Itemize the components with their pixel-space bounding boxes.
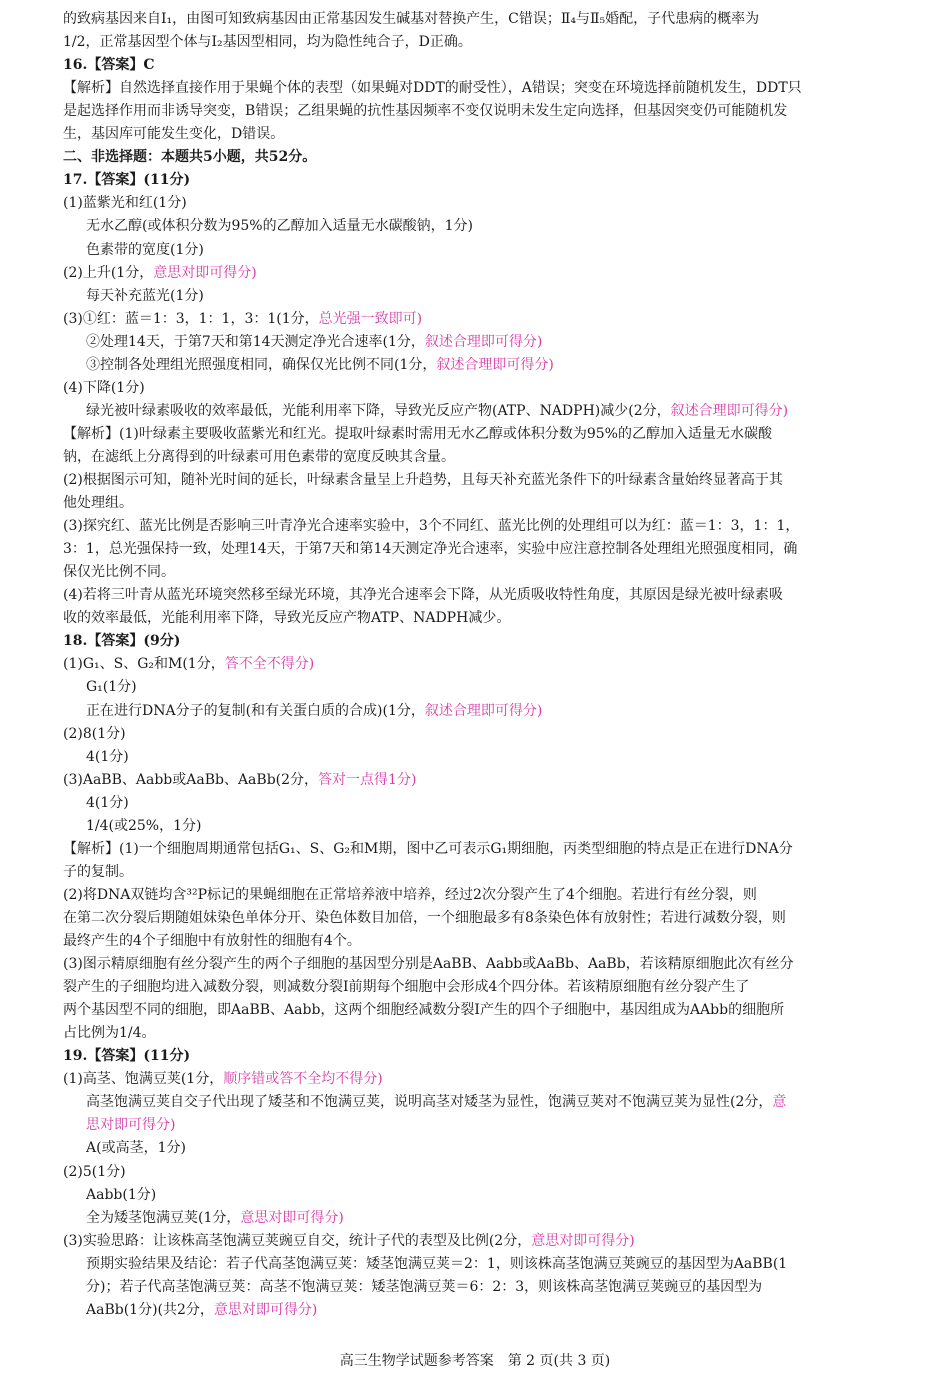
scoring-note: 意思对即可得分) xyxy=(213,1301,318,1318)
text-line xyxy=(63,515,914,538)
text-line xyxy=(63,630,914,653)
text-line xyxy=(63,54,914,77)
line-text: (3)探究红、蓝光比例是否影响三叶青净光合速率实验中，3个不同红、蓝光比例的处理组可以为红：蓝＝1：3，1：1， xyxy=(63,518,800,535)
text-line xyxy=(63,446,914,469)
scoring-note: 叙述合理即可得分) xyxy=(424,333,543,350)
line-text: 【解析】自然选择直接作用于果蝇个体的表型（如果蝇对DDT的耐受性），A错误；突变在环境选择前随机发生，DDT只 xyxy=(63,80,802,97)
scoring-note: 叙述合理即可得分) xyxy=(436,356,554,373)
line-text: 1/2，正常基因型个体与Ⅰ₂基因型相同，均为隐性纯合子，D正确。 xyxy=(63,34,472,51)
text-line xyxy=(63,838,914,861)
line-text: AaBb(1分)(共2分， xyxy=(86,1301,214,1318)
text-line xyxy=(86,1184,914,1207)
text-line xyxy=(63,907,914,930)
text-line xyxy=(63,1230,914,1253)
scoring-note: 总光强一致即可) xyxy=(318,310,423,327)
line-text: 无水乙醇(或体积分数为95%的乙醇加入适量无水碳酸钠，1分) xyxy=(86,218,473,235)
line-text: 预期实验结果及结论：若子代高茎饱满豆荚：矮茎饱满豆荚＝2：1，则该株高茎饱满豆荚豌豆的基因型为AaBB(1 xyxy=(86,1255,788,1272)
text-line xyxy=(86,1137,914,1160)
line-text: (1)G₁、S、G₂和M(1分， xyxy=(63,656,225,673)
line-text: (2)根据图示可知，随补光时间的延长，叶绿素含量呈上升趋势，且每天补充蓝光条件下的叶绿素含量始终显著高于其 xyxy=(63,472,783,488)
line-text: 保仅光比例不同。 xyxy=(63,564,175,581)
scoring-note: 叙述合理即可得分) xyxy=(424,702,543,719)
line-text: 正在进行DNA分子的复制(和有关蛋白质的合成)(1分， xyxy=(86,702,425,719)
line-text: 17.【答案】(11分) xyxy=(63,172,191,189)
text-line xyxy=(63,423,914,446)
text-line xyxy=(63,8,914,31)
text-line xyxy=(63,653,914,676)
line-text: 分)；若子代高茎饱满豆荚：高茎不饱满豆荚：矮茎饱满豆荚＝6：2：3，则该株高茎饱满豆荚豌豆的基因型为 xyxy=(86,1278,763,1295)
text-line xyxy=(63,1161,914,1184)
scoring-note: 思对即可得分) xyxy=(86,1117,176,1134)
text-line xyxy=(63,100,914,123)
line-text: (1)高茎、饱满豆荚(1分， xyxy=(63,1071,224,1088)
text-line xyxy=(63,192,914,215)
line-text: (3)实验思路：让该株高茎饱满豆荚豌豆自交，统计子代的表型及比例(2分， xyxy=(63,1232,532,1249)
text-line xyxy=(63,1068,914,1091)
text-line xyxy=(63,861,914,884)
text-line xyxy=(86,815,914,838)
text-line xyxy=(86,354,914,377)
line-text: 高茎饱满豆荚自交子代出现了矮茎和不饱满豆荚，说明高茎对矮茎为显性，饱满豆荚对不饱满豆荚为显性(2分， xyxy=(86,1094,773,1111)
text-line xyxy=(63,123,914,146)
scoring-note: 意思对即可得分) xyxy=(240,1209,344,1226)
line-text: 每天补充蓝光(1分) xyxy=(86,287,204,304)
text-line xyxy=(63,561,914,584)
line-text: 【解析】(1)一个细胞周期通常包括G₁、S、G₂和M期，图中乙可表示G₁期细胞，丙类型细胞的特点是正在进行DNA分 xyxy=(63,840,793,857)
text-line xyxy=(63,769,914,792)
text-line xyxy=(86,792,914,815)
line-text: (3)①红：蓝＝1：3，1：1，3：1(1分， xyxy=(63,310,319,327)
line-text: 16.【答案】C xyxy=(63,57,155,74)
line-text: 两个基因型不同的细胞，即AaBB、Aabb，这两个细胞经减数分裂Ⅰ产生的四个子细胞中，基因组成为AAbb的细胞所 xyxy=(63,1002,785,1019)
scoring-note: 意思对即可得分) xyxy=(531,1232,635,1249)
text-line xyxy=(86,1253,914,1276)
line-text: Aabb(1分) xyxy=(86,1186,157,1203)
line-text: 是起选择作用而非诱导突变，B错误；乙组果蝇的抗性基因频率不变仅说明未发生定向选择，但基因突变仍可能随机发 xyxy=(63,103,788,120)
line-text: 全为矮茎饱满豆荚(1分， xyxy=(86,1209,241,1226)
text-line xyxy=(63,377,914,400)
text-line xyxy=(63,723,914,746)
text-line xyxy=(63,262,914,285)
text-line xyxy=(63,999,914,1022)
text-line xyxy=(63,607,914,630)
text-line xyxy=(63,31,914,54)
text-line xyxy=(86,285,914,308)
text-line xyxy=(63,584,914,607)
text-line xyxy=(63,930,914,953)
text-line xyxy=(86,331,914,354)
text-line xyxy=(86,400,914,423)
line-text: 钠，在滤纸上分离得到的叶绿素可用色素带的宽度反映其含量。 xyxy=(63,448,455,465)
scoring-note: 意思对即可得分) xyxy=(153,264,257,281)
text-line xyxy=(86,215,914,238)
line-text: 子的复制。 xyxy=(63,863,133,880)
line-text: (4)若将三叶青从蓝光环境突然移至绿光环境，其净光合速率会下降，从光质吸收特性角度，其原因是绿光被叶绿素吸 xyxy=(63,587,783,604)
scoring-note: 叙述合理即可得分) xyxy=(670,402,789,419)
line-text: G₁(1分) xyxy=(86,679,137,696)
line-text: 18.【答案】(9分) xyxy=(63,633,181,650)
line-text: 生，基因库可能发生变化，D错误。 xyxy=(63,126,285,143)
text-line xyxy=(63,169,914,192)
line-text: (2)8(1分) xyxy=(63,725,126,742)
line-text: 【解析】(1)叶绿素主要吸收蓝紫光和红光。提取叶绿素时需用无水乙醇或体积分数为95%的乙醇加入适量无水碳酸 xyxy=(63,425,772,442)
line-text: (2)将DNA双链均含³²P标记的果蝇细胞在正常培养液中培养，经过2次分裂产生了4个细胞。若进行有丝分裂，则 xyxy=(63,886,757,903)
text-line xyxy=(86,1207,914,1230)
text-line xyxy=(63,146,914,169)
text-line xyxy=(63,538,914,561)
line-text: 的致病基因来自Ⅰ₁，由图可知致病基因由正常基因发生碱基对替换产生，C错误；Ⅱ₄与Ⅱ₅婚配，子代患病的概率为 xyxy=(63,11,760,27)
line-text: 4(1分) xyxy=(86,794,129,811)
text-line xyxy=(63,953,914,976)
line-text: (2)5(1分) xyxy=(63,1163,126,1180)
text-line xyxy=(86,700,914,723)
line-text: (1)蓝紫光和红(1分) xyxy=(63,195,187,212)
line-text: 收的效率最低，光能利用率下降，导致光反应产物ATP、NADPH减少。 xyxy=(63,610,511,627)
line-text: 色素带的宽度(1分) xyxy=(86,241,204,258)
text-line xyxy=(86,1091,914,1114)
line-text: 4(1分) xyxy=(86,748,129,765)
text-line xyxy=(86,239,914,262)
text-line xyxy=(86,676,914,699)
line-text: (2)上升(1分， xyxy=(63,264,154,281)
text-line xyxy=(63,492,914,515)
line-text: 在第二次分裂后期随姐妹染色单体分开、染色体数目加倍，一个细胞最多有8条染色体有放射性；若进行减数分裂，则 xyxy=(63,909,786,926)
line-text: (3)AaBB、Aabb或AaBb、AaBb(2分， xyxy=(63,771,319,788)
scoring-note: 答对一点得1分) xyxy=(318,771,417,788)
line-text: 3：1，总光强保持一致，处理14天，于第7天和第14天测定净光合速率，实验中应注意控制各处理组光照强度相同，确 xyxy=(63,541,798,558)
scoring-note: 意 xyxy=(772,1094,787,1111)
scoring-note: 顺序错或答不全均不得分) xyxy=(223,1071,383,1088)
text-line xyxy=(63,469,914,492)
text-line xyxy=(86,1114,914,1137)
text-line xyxy=(63,1022,914,1045)
scoring-note: 答不全不得分) xyxy=(224,656,315,673)
page-footer: 高三生物学试题参考答案 第 2 页(共 3 页) xyxy=(339,1353,611,1369)
line-text: 绿光被叶绿素吸收的效率最低，光能利用率下降，导致光反应产物(ATP、NADPH)减少(2分， xyxy=(86,402,671,419)
line-text: (3)图示精原细胞有丝分裂产生的两个子细胞的基因型分别是AaBB、Aabb或AaBb、AaBb，若该精原细胞此次有丝分 xyxy=(63,956,794,973)
line-text: 最终产生的4个子细胞中有放射性的细胞有4个。 xyxy=(63,933,361,949)
line-text: 裂产生的子细胞均进入减数分裂，则减数分裂Ⅰ前期每个细胞中会形成4个四分体。若该精原细胞有丝分裂产生了 xyxy=(63,979,750,996)
text-line xyxy=(86,746,914,769)
line-text: (4)下降(1分) xyxy=(63,379,145,396)
line-text: 1/4(或25%，1分) xyxy=(86,817,202,834)
line-text: 他处理组。 xyxy=(63,495,133,512)
line-text: 二、非选择题：本题共5小题，共52分。 xyxy=(63,149,317,166)
text-line xyxy=(86,1299,914,1322)
line-text: 占比例为1/4。 xyxy=(63,1025,156,1042)
line-text: A(或高茎，1分) xyxy=(86,1140,186,1157)
line-text: ②处理14天，于第7天和第14天测定净光合速率(1分， xyxy=(86,333,425,350)
text-line xyxy=(63,976,914,999)
text-line xyxy=(63,1045,914,1068)
text-line xyxy=(63,884,914,907)
text-line xyxy=(63,77,914,100)
line-text: ③控制各处理组光照强度相同，确保仅光比例不同(1分， xyxy=(86,356,437,373)
text-line xyxy=(63,308,914,331)
line-text: 19.【答案】(11分) xyxy=(63,1048,191,1065)
text-line xyxy=(86,1276,914,1299)
